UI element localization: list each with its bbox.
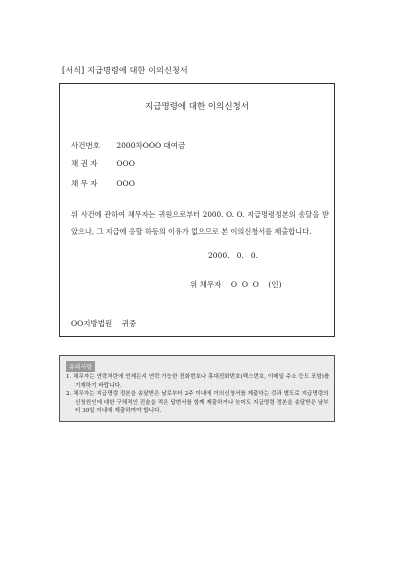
notice-list	[66, 373, 330, 416]
creditor-label: 채 권 자	[71, 159, 98, 168]
debtor-label: 채 무 자	[71, 179, 98, 188]
case-number-label: 사건번호	[71, 141, 100, 150]
debtor-field	[71, 178, 135, 189]
notice-box	[59, 355, 335, 422]
court-addressee: OO지방법원 귀중	[71, 319, 137, 328]
form-label: [서식] 지급명령에 대한 이의신청서	[62, 66, 188, 75]
debtor-value: OOO	[116, 179, 135, 188]
filing-date: 2000. 0. 0.	[208, 251, 259, 260]
debtor-signature-line: 위 채무자 O O O (인)	[190, 280, 282, 289]
case-number-field	[71, 140, 185, 151]
notice-item: 1. 채무자는 연락처란에 언제든지 연락 가능한 전화번호나 휴대전화번호(팩스번호, 이메일 주소 등도 포함)를 기재하기 바랍니다.	[66, 374, 330, 389]
notice-item: 2. 채무자는 지급명령 정본을 송달받은 날로부터 2주 이내에 이의신청서를 제출하는 것과 별도로 지급명령의 신청원인에 대한 구체적인 진술을 적은 답변서를 함께 제출하거나 늦어도 지급명령 정본을 송달받은 날부터 30일 이내에 제출하여야 합니다.	[66, 391, 329, 415]
notice-heading: 유의사항	[66, 361, 95, 372]
document-title: 지급명령에 대한 이의신청서	[145, 102, 249, 112]
objection-statement: 위 사건에 관하여 채무자는 귀원으로부터 2000. O. O. 지급명령정본의 송달을 받았으나, 그 지급에 응할 하등의 이유가 없으므로 본 이의신청서를 제출합니다.	[71, 210, 329, 236]
case-number-value: 2000차OOO 대여금	[116, 141, 186, 150]
creditor-field	[71, 158, 135, 169]
creditor-value: OOO	[116, 159, 135, 168]
objection-form-box	[59, 83, 335, 337]
